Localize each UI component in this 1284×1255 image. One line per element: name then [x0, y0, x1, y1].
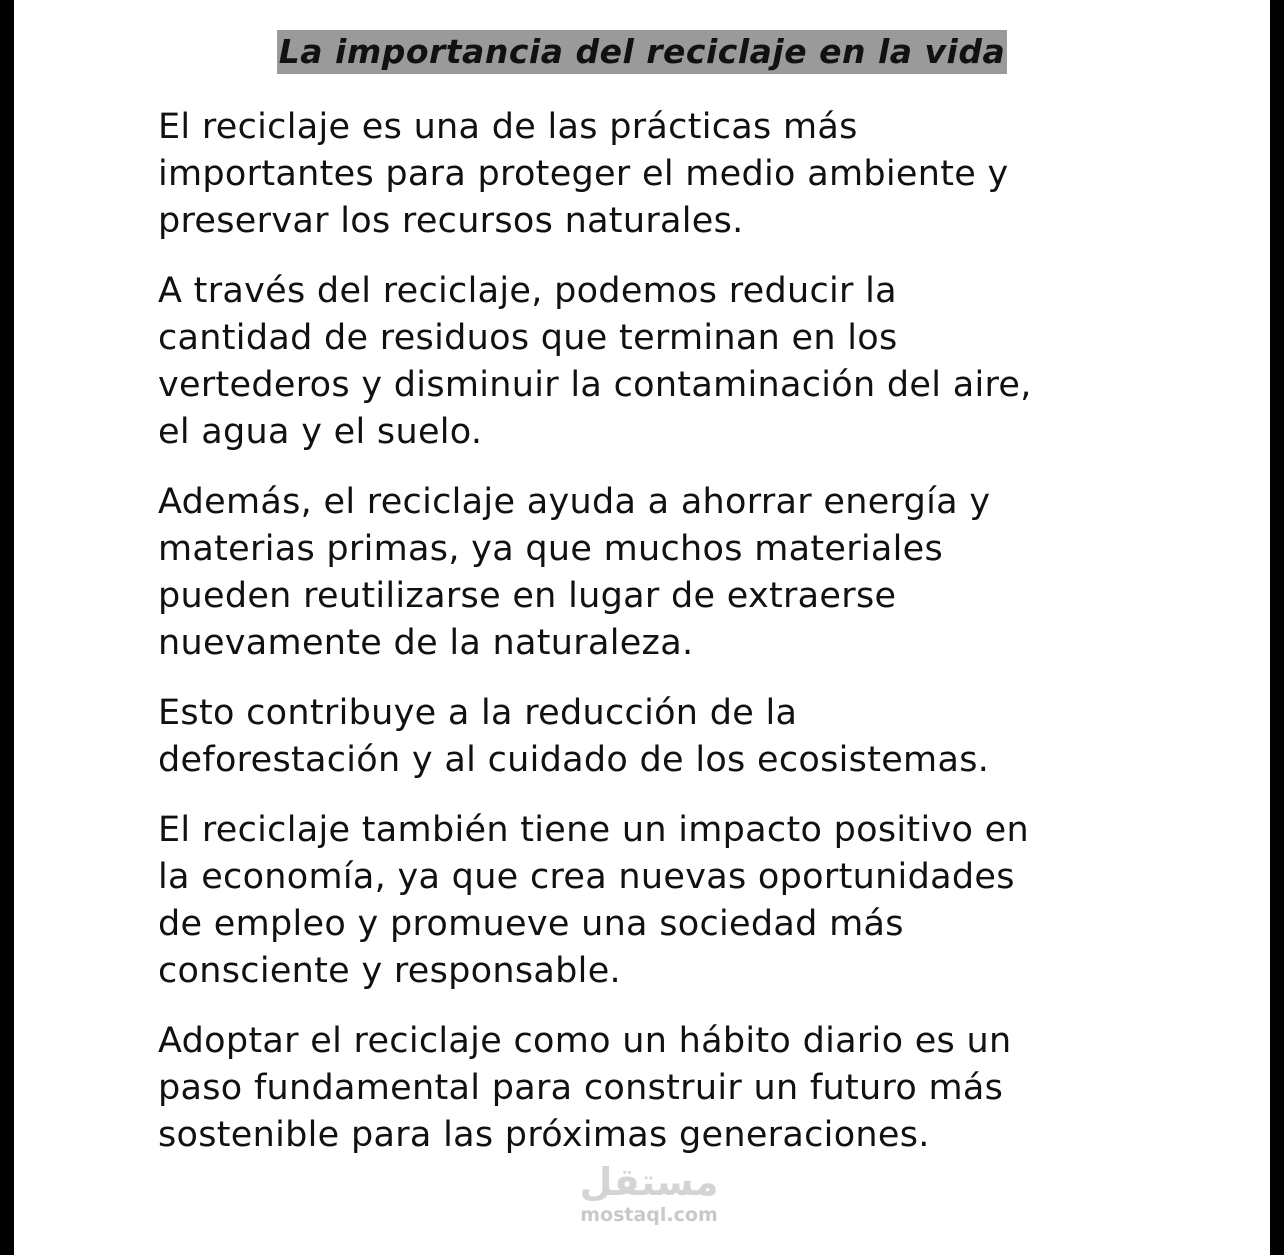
watermark-logo: مستقل [579, 1160, 719, 1204]
paragraph-6: Adoptar el reciclaje como un hábito diario es un paso fundamental para construir un futuro más sostenible para las próximas generaciones. [158, 1021, 1012, 1155]
paragraph-5: El reciclaje también tiene un impacto positivo en la economía, ya que crea nuevas oportunidades de empleo y promueve una sociedad más consciente y responsable. [158, 810, 1029, 991]
document-body [158, 104, 1138, 1182]
paragraph-4: Esto contribuye a la reducción de la deforestación y al cuidado de los ecosistemas. [158, 693, 990, 780]
paragraph-3: Además, el reciclaje ayuda a ahorrar energía y materias primas, ya que muchos materiales pueden reutilizarse en lugar de extraerse nuevamente de la naturaleza. [158, 482, 991, 663]
watermark-url: mostaql.com [580, 1204, 718, 1226]
paragraph-1: El reciclaje es una de las prácticas más importantes para proteger el medio ambiente y preservar los recursos naturales. [158, 107, 1009, 241]
paragraph-2: A través del reciclaje, podemos reducir la cantidad de residuos que terminan en los vertederos y disminuir la contaminación del aire, el agua y el suelo. [158, 271, 1032, 452]
title-container [14, 30, 1270, 74]
document-page [14, 0, 1270, 1255]
document-title: La importancia del reciclaje en la vida [277, 30, 1008, 74]
watermark [554, 1160, 744, 1226]
